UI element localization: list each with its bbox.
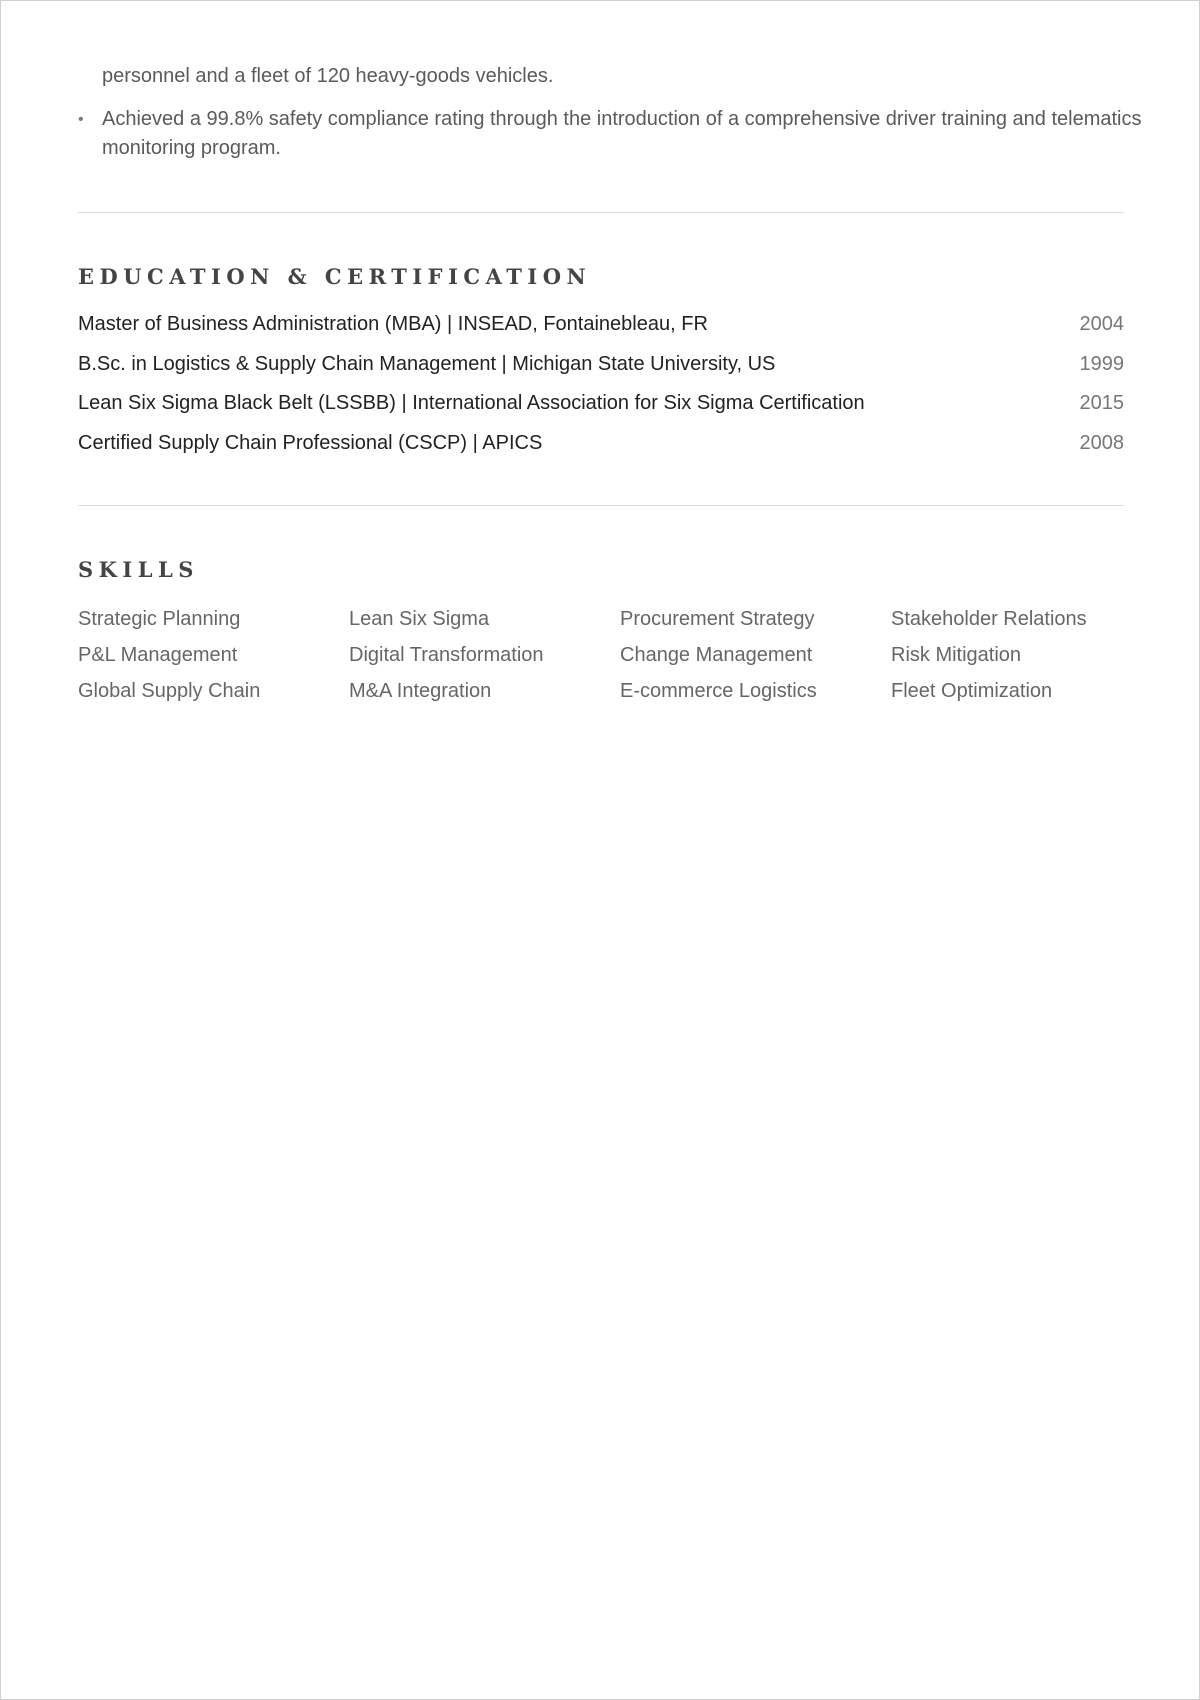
education-entry-name: Certified Supply Chain Professional (CSCP) | APICS	[78, 431, 543, 454]
education-entry-name: Lean Six Sigma Black Belt (LSSBB) | International Association for Six Sigma Certification	[78, 392, 865, 414]
skills-grid	[78, 606, 1124, 704]
skill-item: Lean Six Sigma	[349, 608, 490, 630]
skills-section-title: SKILLS	[78, 557, 199, 582]
skill-item: Strategic Planning	[78, 608, 241, 630]
education-section-title: EDUCATION & CERTIFICATION	[78, 264, 592, 289]
bullet-dot-icon: •	[78, 111, 84, 128]
education-entry-year: 1999	[1079, 352, 1124, 375]
education-entry-year: 2008	[1079, 431, 1124, 454]
education-entry	[78, 392, 1124, 432]
experience-bullet	[78, 105, 1148, 163]
education-entry-year: 2004	[1079, 313, 1124, 335]
skill-item: Change Management	[620, 644, 813, 666]
skill-item: Risk Mitigation	[891, 644, 1022, 666]
skill-item: Global Supply Chain	[78, 680, 261, 702]
education-entry	[78, 313, 1124, 353]
section-divider	[78, 212, 1124, 213]
bullet-text: Achieved a 99.8% safety compliance rating through the introduction of a comprehensive driver training and telematics monitoring program.	[102, 108, 1142, 159]
skill-item: Digital Transformation	[349, 644, 544, 666]
education-entry-year: 2015	[1079, 392, 1124, 414]
bullet-text: personnel and a fleet of 120 heavy-goods vehicles.	[102, 65, 554, 87]
education-list	[78, 313, 1124, 471]
education-entry-name: Master of Business Administration (MBA) | INSEAD, Fontainebleau, FR	[78, 313, 708, 335]
section-divider	[78, 505, 1124, 506]
experience-bullet-continuation	[78, 62, 553, 91]
skill-item: Procurement Strategy	[620, 608, 815, 630]
skill-item: E-commerce Logistics	[620, 680, 817, 702]
education-entry	[78, 353, 1124, 393]
skill-item: M&A Integration	[349, 680, 492, 702]
skill-item: Fleet Optimization	[891, 680, 1053, 702]
skill-item: Stakeholder Relations	[891, 608, 1087, 630]
skill-item: P&L Management	[78, 644, 238, 666]
education-entry	[78, 432, 1124, 472]
education-entry-name: B.Sc. in Logistics & Supply Chain Management | Michigan State University, US	[78, 352, 776, 375]
